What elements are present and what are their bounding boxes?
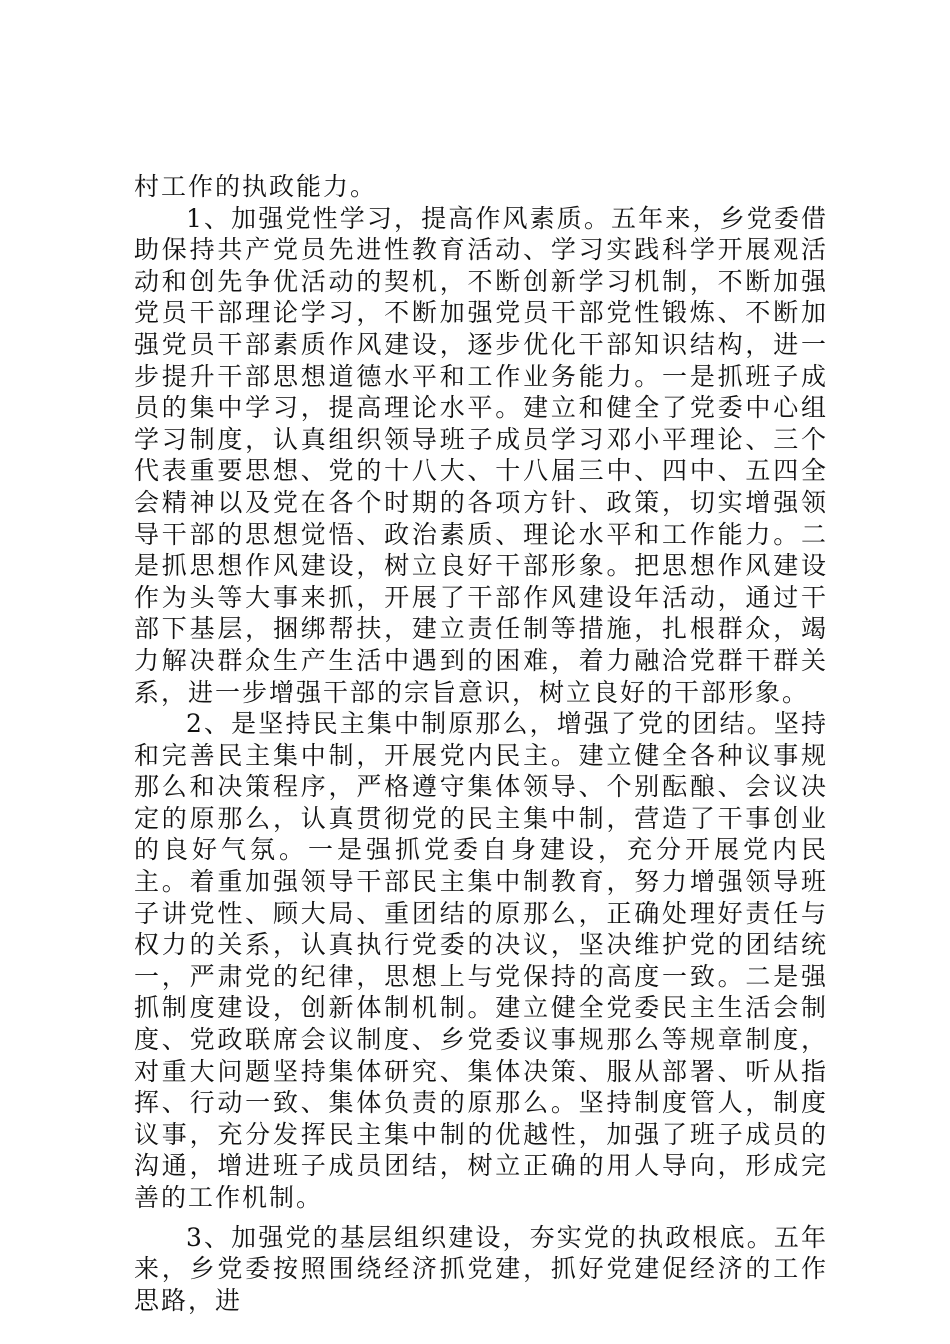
paragraph-1-party-study: 1、加强党性学习，提高作风素质。五年来，乡党委借助保持共产党员先进性教育活动、学习实践科学开展观活动和创先争优活动的契机，不断创新学习机制，不断加强党员干部理论学习，不断加强党员干部党性锻炼、不断加强党员干部素质作风建设，逐步优化干部知识结构，进一步提升干部思想道德水平和工作业务能力。一是抓班子成员的集中学习，提高理论水平。建立和健全了党委中心组学习制度，认真组织领导班子成员学习邓小平理论、三个代表重要思想、党的十八大、十八届三中、四中、五四全会精神以及党在各个时期的各项方针、政策，切实增强领导干部的思想觉悟、政治素质、理论水平和工作能力。二是抓思想作风建设，树立良好干部形象。把思想作风建设作为头等大事来抓，开展了干部作风建设年活动，通过干部下基层，捆绑帮扶，建立责任制等措施，扎根群众，竭力解决群众生产生活中遇到的困难，着力融洽党群干群关系，进一步增强干部的宗旨意识，树立良好的干部形象。: [134, 203, 828, 707]
body-text: [134, 171, 828, 1316]
paragraph-continuation: 村工作的执政能力。: [134, 172, 378, 201]
paragraph-2-democratic-centralism: 2、是坚持民主集中制原那么，增强了党的团结。坚持和完善民主集中制，开展党内民主。建立健全各种议事规那么和决策程序，严格遵守集体领导、个别酝酿、会议决定的原那么，认真贯彻党的民主集中制，营造了干事创业的良好气氛。一是强抓党委自身建设，充分开展党内民主。着重加强领导干部民主集中制教育，努力增强领导班子讲党性、顾大局、重团结的原那么，正确处理好责任与权力的关系，认真执行党委的决议，坚决维护党的团结统一，严肃党的纪律，思想上与党保持的高度一致。二是强抓制度建设，创新体制机制。建立健全党委民主生活会制度、党政联席会议制度、乡党委议事规那么等规章制度，对重大问题坚持集体研究、集体决策、服从部署、听从指挥、行动一致、集体负责的原那么。坚持制度管人，制度议事，充分发挥民主集中制的优越性，加强了班子成员的沟通，增进班子成员团结，树立正确的用人导向，形成完善的工作机制。: [134, 709, 828, 1212]
paragraph-3-grassroots-organization: 3、加强党的基层组织建设，夯实党的执政根底。五年来，乡党委按照围绕经济抓党建，抓好党建促经济的工作思路，进: [134, 1222, 828, 1315]
